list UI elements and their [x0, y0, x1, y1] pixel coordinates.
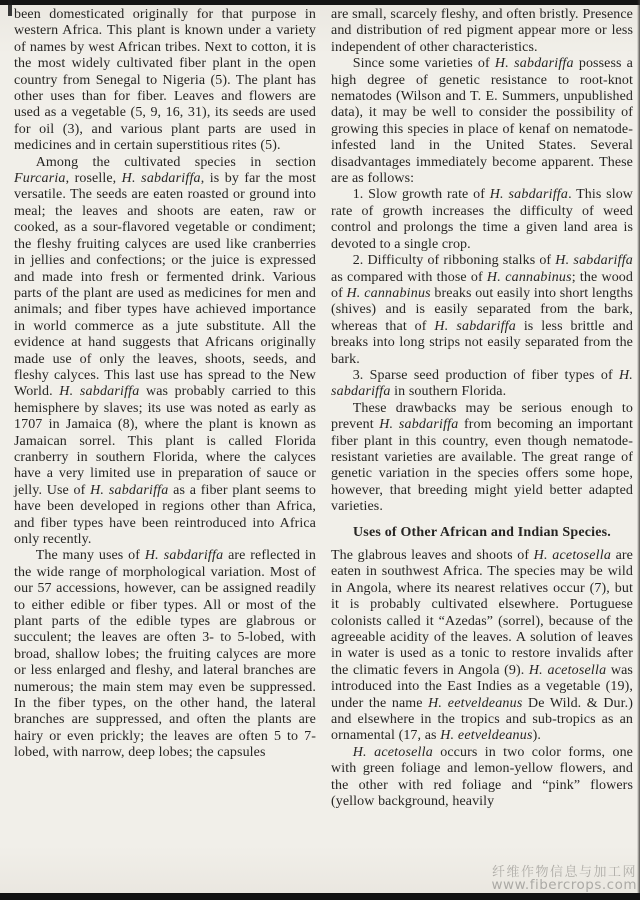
- scan-bar-top: [0, 0, 640, 5]
- scan-smudge: [8, 0, 12, 16]
- paragraph: are small, scarcely fleshy, and often bristly. Presence and distribution of red pigment appear more or less independent of other characteristics.: [331, 7, 633, 55]
- paragraph: The many uses of H. sabdariffa are reflected in the wide range of morphological variation. Most of our 57 accessions, however, can be assigned readily to either edible or fiber types. All or most of the plant parts of the edible types are glabrous or succulent; the leaves are often 3- to 5-lobed, with broad, shallow lobes; the fruiting calyces are more or less enlarged and fleshy, and lateral branches are numerous; the main stem may even be suppressed. In the fiber types, on the other hand, the lateral branches are suppressed, and often the plants are hairy or even prickly; the leaves are often 5 to 7-lobed, with narrow, deep lobes; the capsules: [14, 548, 317, 761]
- watermark-chinese-text: 纤维作物信息与加工网: [491, 865, 637, 880]
- paragraph: Since some varieties of H. sabdariffa possess a high degree of genetic resistance to root-knot nematodes (Wilson and T. E. Summers, unpublished data), it may be well to consider the possibility of growing this species in place of kenaf on nematode-infested land in the United States. Several disadvantages immediately become apparent. These are as follows:: [331, 56, 633, 187]
- text-column-left: [14, 7, 316, 811]
- watermark: [492, 866, 637, 892]
- two-column-text-body: [14, 7, 634, 811]
- paragraph: These drawbacks may be serious enough to prevent H. sabdariffa from becoming an important fiber plant in this country, even though nematode-resistant varieties are available. The great range of genetic variation in the species offers some hope, however, that breeding might yield better adapted varieties.: [331, 400, 633, 515]
- paragraph: H. acetosella occurs in two color forms, one with green foliage and lemon-yellow flowers, and the other with red foliage and “pink” flowers (yellow background, heavily: [331, 744, 633, 810]
- watermark-url: www.fibercrops.com: [491, 877, 637, 893]
- scan-bar-bottom: [0, 893, 640, 900]
- paragraph: been domesticated originally for that purpose in western Africa. This plant is known under a variety of names by west African tribes. Next to cotton, it is the most widely cultivated fiber plant in the open country from Senegal to Nigeria (5). The plant has other uses than for fiber. Leaves and flowers are used as a vegetable (5, 9, 16, 31), its seeds are used for oil (3), and various plant parts are used in medicines and in certain superstitious rites (5).: [14, 7, 316, 154]
- paragraph: 3. Sparse seed production of fiber types of H. sabdariffa in southern Florida.: [331, 367, 633, 400]
- section-heading: Uses of Other African and Indian Species.: [352, 524, 612, 540]
- paragraph: The glabrous leaves and shoots of H. acetosella are eaten in southwest Africa. The species may be wild in Angola, where its nearest relatives occur (7), but it is probably cultivated elsewhere. Portuguese colonists called it “Azedas” (sorrel), because of the agreeable acidity of the leaves. A solution of leaves in water is used as a tonic to restore invalids after the climatic fevers in Angola (9). H. acetosella was introduced into the East Indies as a vegetable (19), under the name H. eetveldeanus De Wild. & Dur.) and elsewhere in the tropics and sub-tropics as an ornamental (17, as H. eetveldeanus).: [331, 548, 633, 744]
- paragraph: Among the cultivated species in section Furcaria, roselle, H. sabdariffa, is by far the most versatile. The seeds are eaten roasted or ground into meal; the leaves and shoots are eaten, raw or cooked, as a sour-flavored vegetable or condiment; the fleshy fruiting calyces are used like cranberries in jellies and confections; or the juice is expressed and made into fresh or fermented drink. Various parts of the plant are used as medicines for men and animals; and fiber types have achieved importance in world commerce as a jute substitute. All the evidence at hand suggests that Africans originally made use of only the leaves, shoots, seeds, and fleshy calyces. This last use has spread to the New World. H. sabdariffa was probably carried to this hemisphere by slaves; its use was noted as early as 1707 in Jamaica (8), where the plant is known as Jamaican sorrel. This plant is called Florida cranberry in southern Florida, where the calyces have a very limited use in preparation of sauce or jelly. Use of H. sabdariffa as a fiber plant seems to have been developed in regions other than Africa, and fiber types have been reintroduced into Africa only recently.: [14, 154, 316, 547]
- paragraph: 1. Slow growth rate of H. sabdariffa. This slow rate of growth increases the difficulty of weed control and prolongs the time a given land area is devoted to a single crop.: [331, 187, 634, 252]
- paragraph: 2. Difficulty of ribboning stalks of H. sabdariffa as compared with those of H. cannabinus; the wood of H. cannabinus breaks out easily into short lengths (shives) and is easily separated from the bark, whereas that of H. sabdariffa is less brittle and breaks into long strips not easily separated from the bark.: [331, 253, 634, 367]
- text-column-right: [331, 7, 633, 811]
